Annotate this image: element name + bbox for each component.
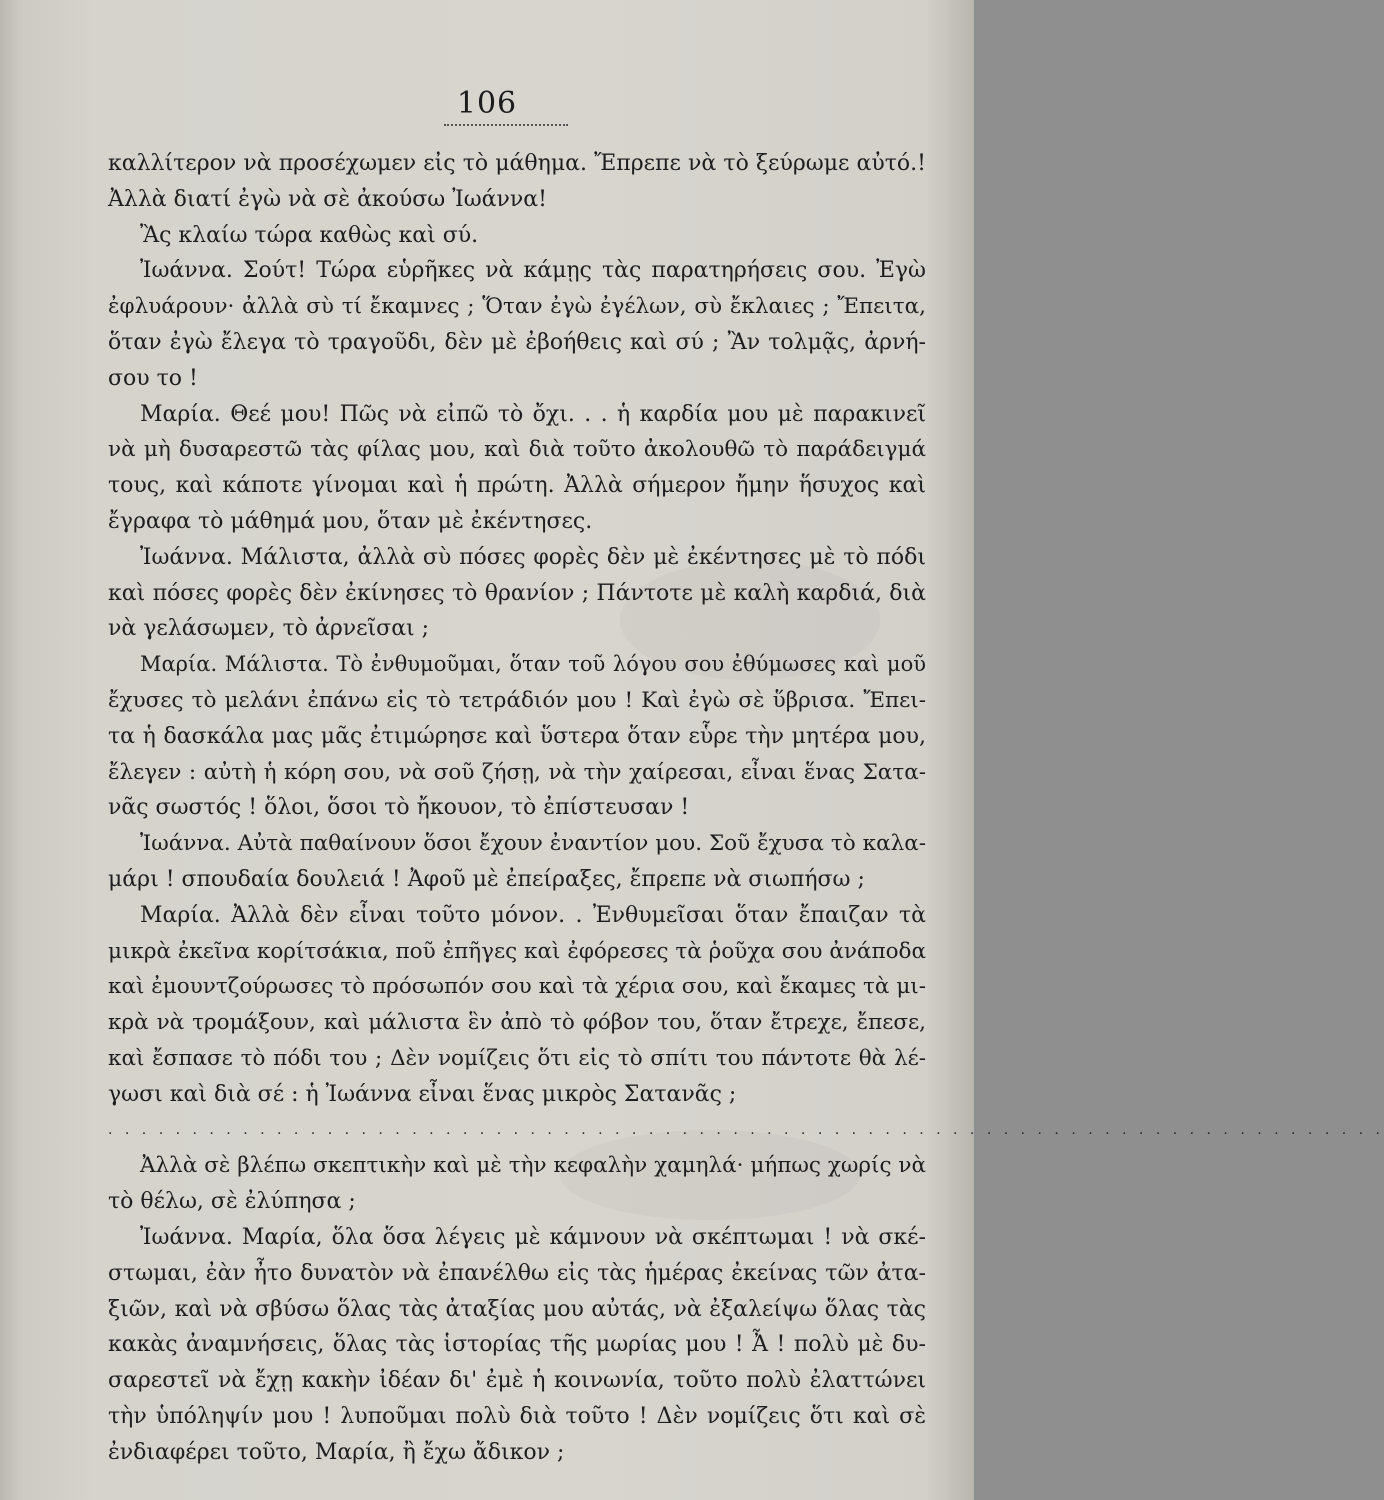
text-line: κακὰς ἀναμνήσεις, ὅλας τὰς ἱστορίας τῆς μωρίας μου ! Ἆ ! πολὺ μὲ δυ- (108, 1332, 926, 1358)
text-line: σου το ! (108, 365, 198, 391)
text-line: Ἰωάννα. Μαρία, ὅλα ὅσα λέγεις μὲ κάμνουν νὰ σκέπτωμαι ! νὰ σκέ- (140, 1224, 926, 1250)
text-line: καὶ ἐμουντζούρωσες τὸ πρόσωπόν σου καὶ τὰ χέρια σου, καὶ ἔκαμες τὰ μι- (108, 974, 926, 1000)
text-line: Ἂς κλαίω τώρα καθὼς καὶ σύ. (140, 222, 479, 248)
text-line: ὅταν ἐγὼ ἔλεγα τὸ τραγοῦδι, δὲν μὲ ἐβοήθεις καὶ σύ ; Ἂν τολμᾷς, ἀρνή- (108, 329, 926, 355)
text-line: Ἰωάννα. Σούτ! Τώρα εὑρῆκες νὰ κάμῃς τὰς παρατηρήσεις σου. Ἐγὼ (140, 258, 926, 284)
text-line: στωμαι, ἐὰν ἦτο δυνατὸν νὰ ἐπανέλθω εἰς τὰς ἡμέρας ἐκείνας τῶν ἀτα- (108, 1260, 926, 1286)
text-line: τὸ θέλω, σὲ ἐλύπησα ; (108, 1189, 356, 1215)
text-line: τὴν ὑπόληψίν μου ! λυποῦμαι πολὺ διὰ τοῦτο ! Δὲν νομίζεις ὅτι καὶ σὲ (108, 1403, 926, 1429)
text-line: κρὰ νὰ τρομάξουν, καὶ μάλιστα ἓν ἀπὸ τὸ φόβον του, ὅταν ἔτρεχε, ἔπεσε, (108, 1010, 926, 1036)
text-line: Μαρία. Ἀλλὰ δὲν εἶναι τοῦτο μόνον. . Ἐνθυμεῖσαι ὅταν ἔπαιζαν τὰ (140, 902, 926, 928)
text-line: Ἰωάννα. Αὐτὰ παθαίνουν ὅσοι ἔχουν ἐναντίον μου. Σοῦ ἔχυσα τὸ καλα- (140, 831, 926, 857)
text-line: γωσι καὶ διὰ σέ : ἡ Ἰωάννα εἶναι ἕνας μικρὸς Σατανᾶς ; (108, 1081, 737, 1107)
text-line: ἐφλυάρουν· ἀλλὰ σὺ τί ἔκαμνες ; Ὅταν ἐγὼ ἐγέλων, σὺ ἔκλαιες ; Ἔπειτα, (108, 294, 926, 320)
text-line: Ἀλλὰ διατί ἐγὼ νὰ σὲ ἀκούσω Ἰωάννα! (108, 186, 547, 212)
text-line: νὰ γελάσωμεν, τὸ ἀρνεῖσαι ; (108, 616, 430, 642)
page-number-rule (444, 124, 568, 126)
text-line: καὶ πόσες φορὲς δὲν ἐκίνησες τὸ θρανίον ; Πάντοτε μὲ καλὴ καρδιά, διὰ (108, 580, 926, 606)
text-line: καὶ ἔσπασε τὸ πόδι του ; Δὲν νομίζεις ὅτι εἰς τὸ σπίτι του πάντοτε θὰ λέ- (108, 1045, 926, 1071)
text-line: Μαρία. Θεέ μου! Πῶς νὰ εἰπῶ τὸ ὄχι. . . ἡ καρδία μου μὲ παρακινεῖ (140, 401, 926, 427)
text-line: ἔχυσες τὸ μελάνι ἐπάνω εἰς τὸ τετράδιόν μου ! Καὶ ἐγὼ σὲ ὕβρισα. Ἔπει- (108, 687, 926, 713)
text-line: μικρὰ ἐκεῖνα κορίτσάκια, ποῦ ἐπῆγες καὶ ἐφόρεσες τὰ ῥοῦχα σου ἀνάποδα (108, 938, 926, 964)
body-text (108, 146, 1384, 1470)
text-line: Μαρία. Μάλιστα. Τὸ ἐνθυμοῦμαι, ὅταν τοῦ λόγου σου ἐθύμωσες καὶ μοῦ (140, 652, 926, 677)
text-line: σαρεστεῖ νὰ ἔχῃ κακὴν ἰδέαν δι' ἐμὲ ἡ κοινωνία, τοῦτο πολὺ ἐλαττώνει (108, 1368, 926, 1394)
text-line: ἔγραφα τὸ μάθημά μου, ὅταν μὲ ἐκέντησες. (108, 508, 593, 534)
text-line: τα ἡ δασκάλα μας μᾶς ἐτιμώρησε καὶ ὕστερα ὅταν εὗρε τὴν μητέρα μου, (108, 723, 926, 749)
page-number: 106 (456, 86, 518, 121)
text-line: μάρι ! σπουδαία δουλειά ! Ἀφοῦ μὲ ἐπείραξες, ἔπρεπε νὰ σιωπήσω ; (108, 866, 865, 892)
dotted-separator: . . . . . . . . . . . . . . . . . . . . . . . . . . . . . . . . . . . . . . . . . . . . . . . . . . . . . . . . . . . . . . . . . . . . . . . . . . . . (108, 1121, 1384, 1138)
text-line: νᾶς σωστός ! ὅλοι, ὅσοι τὸ ἤκουον, τὸ ἐπίστευσαν ! (108, 795, 690, 821)
text-line: νὰ μὴ δυσαρεστῶ τὰς φίλας μου, καὶ διὰ τοῦτο ἀκολουθῶ τὸ παράδειγμά (108, 437, 926, 463)
text-line: ἔλεγεν : αὐτὴ ἡ κόρη σου, νὰ σοῦ ζήσῃ, νὰ τὴν χαίρεσαι, εἶναι ἕνας Σατα- (108, 759, 926, 785)
text-line: καλλίτερον νὰ προσέχωμεν εἰς τὸ μάθημα. Ἔπρεπε νὰ τὸ ξεύρωμε αὐτό.! (108, 151, 926, 176)
text-line: ξιῶν, καὶ νὰ σβύσω ὅλας τὰς ἀταξίας μου αὐτάς, νὰ ἐξαλείψω ὅλας τὰς (108, 1296, 926, 1322)
text-line: τους, καὶ κάποτε γίνομαι καὶ ἡ πρώτη. Ἀλλὰ σήμερον ἤμην ἥσυχος καὶ (108, 473, 926, 499)
text-line: Ἀλλὰ σὲ βλέπω σκεπτικὴν καὶ μὲ τὴν κεφαλὴν χαμηλά· μήπως χωρίς νὰ (140, 1153, 926, 1179)
text-line: ἐνδιαφέρει τοῦτο, Μαρία, ἢ ἔχω ἄδικον ; (108, 1439, 565, 1465)
text-line: Ἰωάννα. Μάλιστα, ἀλλὰ σὺ πόσες φορὲς δὲν μὲ ἐκέντησες μὲ τὸ πόδι (140, 544, 926, 570)
